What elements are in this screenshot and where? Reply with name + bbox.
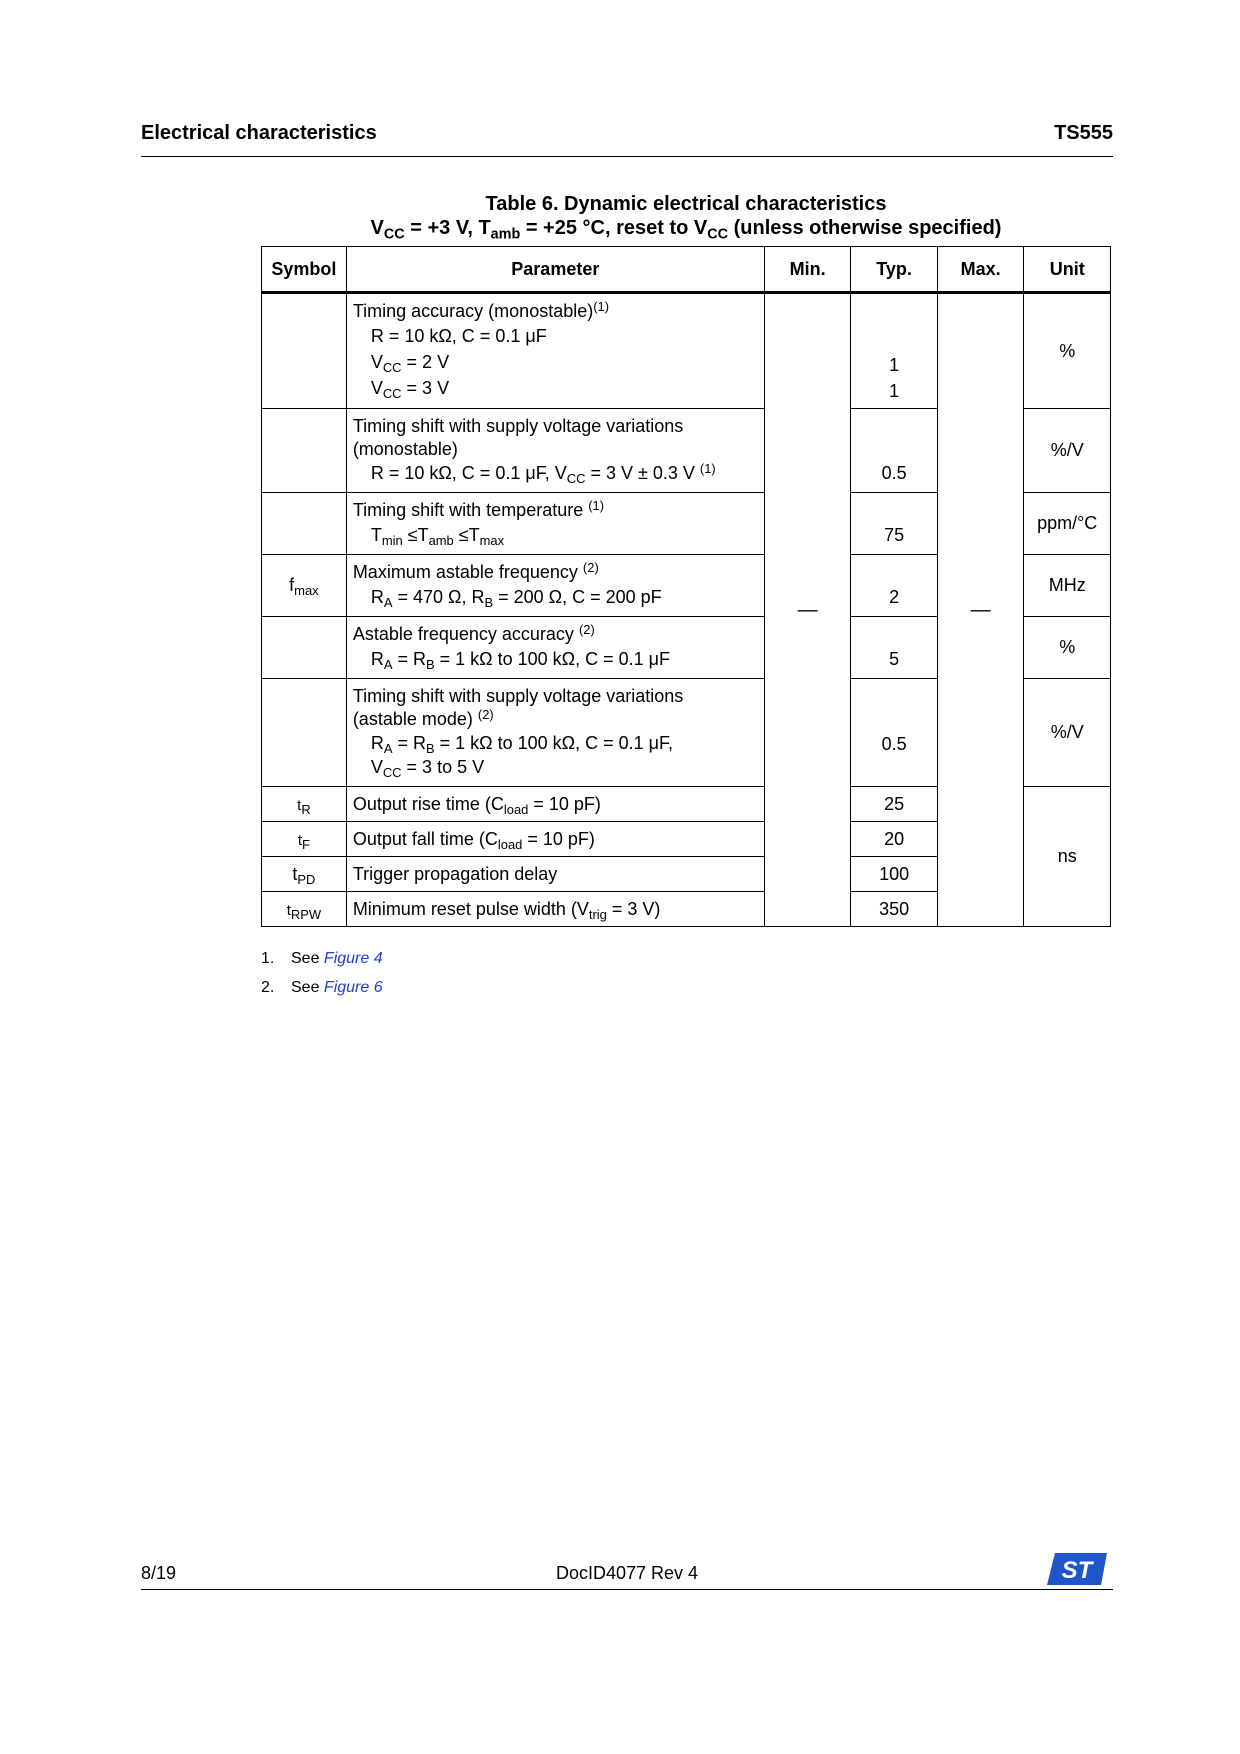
document-id: DocID4077 Rev 4 bbox=[555, 1563, 699, 1583]
table-header-row bbox=[262, 247, 1111, 293]
parameter-cell: Timing shift with supply voltage variations (astable mode) $^{(2)}$ $R_A = R_B = 1$ kΩ to 100 kΩ, C = 0.1 μF, $V_{CC} = 3$ to 5 V bbox=[346, 679, 764, 787]
page-header bbox=[141, 120, 1113, 157]
unit-cell: %/V bbox=[1024, 409, 1111, 493]
col-min: Min. bbox=[764, 247, 851, 293]
page-footer bbox=[141, 1557, 1113, 1590]
typ-cell: 1 1 bbox=[851, 293, 938, 409]
parameter-cell: Maximum astable frequency $^{(2)}$ $R_A = 470$ Ω, $R_B = 200$ Ω, C = 200 pF bbox=[346, 555, 764, 617]
note-item: 1. See Figure 4 bbox=[261, 950, 383, 967]
typ-cell: 25 bbox=[851, 787, 938, 822]
note-item: 2. See Figure 6 bbox=[261, 979, 383, 996]
typ-cell: 5 bbox=[851, 617, 938, 679]
min-dash: — bbox=[797, 598, 818, 621]
typ-cell: 2 bbox=[851, 555, 938, 617]
max-dash: — bbox=[970, 598, 991, 621]
typ-cell: 75 bbox=[851, 493, 938, 555]
figure-link[interactable]: Figure 6 bbox=[323, 979, 383, 996]
section-title: Electrical characteristics bbox=[141, 122, 377, 144]
typ-cell: 350 bbox=[851, 892, 938, 927]
symbol-cell: $t_{RPW}$ bbox=[262, 892, 347, 927]
symbol-cell bbox=[262, 493, 347, 555]
page-number: 8/19 bbox=[141, 1563, 177, 1583]
part-number: TS555 bbox=[1054, 122, 1113, 144]
typ-cell: 0.5 bbox=[851, 409, 938, 493]
unit-cell: ns bbox=[1024, 787, 1111, 927]
parameter-cell: Astable frequency accuracy $^{(2)}$ $R_A = R_B = 1$ kΩ to 100 kΩ, C = 0.1 μF bbox=[346, 617, 764, 679]
parameter-cell: Trigger propagation delay bbox=[346, 857, 764, 892]
dynamic-characteristics-table bbox=[261, 246, 1111, 927]
max-cell bbox=[937, 293, 1024, 927]
typ-cell: 100 bbox=[851, 857, 938, 892]
symbol-cell: $t_{PD}$ bbox=[262, 857, 347, 892]
unit-cell: ppm/°C bbox=[1024, 493, 1111, 555]
col-typ: Typ. bbox=[851, 247, 938, 293]
unit-cell: %/V bbox=[1024, 679, 1111, 787]
typ-cell: 0.5 bbox=[851, 679, 938, 787]
symbol-cell: $f_{max}$ bbox=[262, 555, 347, 617]
symbol-cell: $t_R$ bbox=[262, 787, 347, 822]
parameter-cell: Minimum reset pulse width ($V_{trig} = 3$ V) bbox=[346, 892, 764, 927]
figure-link[interactable]: Figure 4 bbox=[323, 950, 383, 967]
unit-cell: % bbox=[1024, 617, 1111, 679]
symbol-cell bbox=[262, 293, 347, 409]
table-notes bbox=[261, 944, 383, 1002]
col-parameter: Parameter bbox=[346, 247, 764, 293]
symbol-cell bbox=[262, 409, 347, 493]
min-cell bbox=[764, 293, 851, 927]
parameter-cell: Timing accuracy (monostable)$^{(1)}$ R = 10 kΩ, C = 0.1 μF $V_{CC} = 2$ V $V_{CC} = 3$ V bbox=[346, 293, 764, 409]
col-unit: Unit bbox=[1024, 247, 1111, 293]
symbol-cell: $t_F$ bbox=[262, 822, 347, 857]
parameter-cell: Output fall time ($C_{load} = 10$ pF) bbox=[346, 822, 764, 857]
col-max: Max. bbox=[937, 247, 1024, 293]
parameter-cell: Timing shift with temperature $^{(1)}$ $T_{min} \le T_{amb} \le T_{max}$ bbox=[346, 493, 764, 555]
parameter-cell: Output rise time ($C_{load} = 10$ pF) bbox=[346, 787, 764, 822]
st-logo-icon bbox=[1045, 1551, 1109, 1587]
table-caption: Table 6. Dynamic electrical characteristics bbox=[485, 193, 887, 215]
typ-cell: 20 bbox=[851, 822, 938, 857]
svg-text:ST: ST bbox=[1061, 1557, 1093, 1584]
symbol-cell bbox=[262, 679, 347, 787]
symbol-cell bbox=[262, 617, 347, 679]
unit-cell: % bbox=[1024, 293, 1111, 409]
table-row bbox=[262, 293, 1111, 409]
unit-cell: MHz bbox=[1024, 555, 1111, 617]
table-conditions: $V_{CC} = +3$ V, $T_{amb} = +25$ °C, reset to $V_{CC}$ (unless otherwise specified) bbox=[370, 217, 1002, 243]
parameter-cell: Timing shift with supply voltage variations (monostable) R = 10 kΩ, C = 0.1 μF, $V_{CC} = 3$ V ± 0.3 V $^{(1)}$ bbox=[346, 409, 764, 493]
col-symbol: Symbol bbox=[262, 247, 347, 293]
